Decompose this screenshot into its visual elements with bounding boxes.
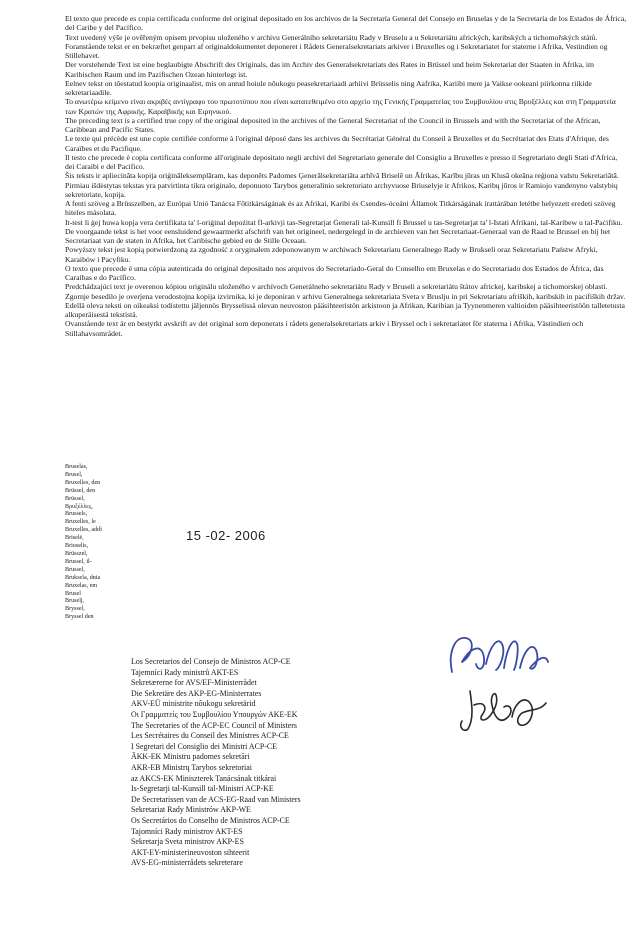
certification-paragraph: Eelnev tekst on tõestatud koopia originaalist, mis on antud hoiule nõukogu peasekretariaadi arhiivi Brüsselis ning Aafrika, Kariibi mere ja Vaikse ookeani piirkonna riikide sekretariaadile. — [65, 78, 592, 97]
certification-paragraph: De voorgaande tekst is het voor eensluidend gewaarmerkt afschrift van het origineel, nedergelegd in de archieven van het Secretariaat-Generaal van de Raad te Brussel en bij het Secretariaat van de staten in Afrika, het Caribische gebied en de Stille Oceaan. — [65, 226, 611, 245]
place-line: Brusel, — [65, 471, 83, 478]
certification-paragraph: Το ανωτέρω κείμενο είναι ακριβές αντίγραφο του πρωτοτύπου που είναι κατατεθειμένο στο αρχείο της Γενικής Γραμματείας του Συμβουλίου στις Βρυξέλλες και στη Γραμματεία των Κρατών της Αφρικής, Καραϊβικής και Ειρηνικού. — [65, 97, 616, 116]
certification-paragraph: Der vorstehende Text ist eine beglaubigte Abschrift des Originals, das im Archiv des Generalsekretariats des Rates in Brüssel und beim Sekretariat der Staaten in Afrika, im Karibischen Raum und im Pazifischen Ozean hinterlegt ist. — [65, 60, 594, 79]
place-line: Bryssel, — [65, 606, 85, 613]
secretary-line: Is-Segretarji tal-Kunsill tal-Ministri ACP-KE — [131, 784, 274, 794]
place-line: Brüssel, den — [65, 487, 96, 494]
place-line: Bruxelles, le — [65, 519, 96, 526]
secretary-line: AVS-EG-ministerrådets sekreterare — [131, 858, 243, 868]
secretary-line: Os Secretários do Conselho de Ministros ACP-CE — [131, 815, 290, 825]
certification-paragraph: Zgornje besedilo je overjena verodostojna kopija izvirnika, ki je deponiran v arhivu Generalnega sekretariata Sveta v Bruslju in pri Sekretariatu afriških, karibskih in pacifiških držav. — [65, 291, 626, 301]
place-line: Bruxelas, em — [65, 582, 98, 589]
certification-paragraph: Powyższy tekst jest kopią potwierdzoną za zgodność z oryginałem zdeponowanym w archiwach Sekretariatu Generalnego Rady w Brukseli oraz Sekretariatu Państw Afryki, Karaibów i Pacyfiku. — [65, 245, 598, 264]
secretary-line: Sekretariat Rady Ministrów AKP-WE — [131, 805, 251, 815]
signature-bottom-icon — [452, 683, 552, 735]
secretary-line: AKV-EÜ ministrite nõukogu sekretärid — [131, 699, 256, 709]
place-line: Bruselas, — [65, 464, 88, 470]
certification-paragraph: The preceding text is a certified true copy of the original deposited in the archives of the General Secretariat of the Council in Brussels and with the Secretariat of the African, Caribbean and Pacific States. — [65, 115, 601, 134]
secretary-line: Los Secretarios del Consejo de Ministros ACP-CE — [131, 657, 291, 666]
place-line: Briselē, — [65, 535, 84, 542]
secretary-line: AKR-EB Ministrų Tarybos sekretoriai — [131, 762, 252, 772]
certification-paragraph: Foranstående tekst er en bekræftet genpart af originaldokumentet deponeret i Rådets Generalsekretariats arkiver i Bruxelles og i Sekretariatet for staterne i Afrika, Vestindien og Stillehavet. — [65, 41, 608, 60]
place-line: Βρυξέλλες, — [65, 503, 93, 510]
secretary-line: ĀKK-EK Ministru padomes sekretāri — [131, 752, 250, 762]
place-line: Brüssel, — [65, 495, 85, 502]
secretaries-list — [131, 657, 391, 869]
certification-paragraph: O texto que precede é uma cópia autenticada do original depositado nos arquivos do Secretariado-Geral do Conselho em Bruxelas e do Secretariado dos Estados de África, das Caraíbas e do Pacífico. — [65, 263, 604, 282]
date-stamp: 15 -02- 2006 — [186, 528, 266, 543]
secretary-line: az AKCS-EK Miniszterek Tanácsának titkárai — [131, 773, 277, 783]
certification-text — [65, 14, 627, 338]
place-line: Bryssel den — [65, 614, 94, 621]
secretary-line: Sekretarja Sveta ministrov AKP-ES — [131, 837, 244, 847]
place-line: Bruxelles, addì — [65, 527, 102, 534]
place-line: Brüsszel, — [65, 550, 88, 557]
certification-paragraph: A fenti szöveg a Brüsszelben, az Európai Unió Tanácsa Főtitkárságának és az Afrikai, Karibi és Csendes-óceáni Államok Titkárságának irattárában letétbe helyezett eredeti szöveg hiteles másolata. — [65, 199, 616, 218]
secretary-line: Tajemníci Rady ministrů AKT-ES — [131, 667, 239, 677]
place-line: Brussel, il- — [65, 558, 92, 565]
secretary-line: The Secretaries of the ACP-EC Council of Ministers — [131, 720, 297, 730]
secretary-line: Les Secrétaires du Conseil des Ministres ACP-CE — [131, 731, 289, 741]
secretary-line: Sekretærerne for AVS/EF-Ministerrådet — [131, 678, 257, 688]
secretary-line: I Segretari del Consiglio dei Ministri ACP-CE — [131, 741, 277, 751]
certification-paragraph: Text uvedený výše je ověřeným opisem prvopisu uloženého v archivu Generálního sekretariátu Rady v Bruselu a u Sekretariátu afrických, karibských a tichomořských států. — [65, 32, 598, 42]
certification-paragraph: Ovanstående text är en bestyrkt avskrift av det original som deponerats i rådets generalsekretariats arkiv i Bryssel och i sekretariatet för staterna i Afrika, Västindien och Stillahavsområdet. — [65, 319, 584, 338]
secretary-line: Tajomníci Rady ministrov AKT-ES — [131, 826, 243, 836]
place-line: Bruselj, — [65, 598, 85, 605]
place-line: Brussel, — [65, 566, 85, 573]
certification-paragraph: Predchádzajúci text je overenou kópiou originálu uloženého v archívoch Generálneho sekretariátu Rady v Bruseli a sekretariátu štátov africkej, karibskej a tichomorskej oblasti. — [65, 282, 608, 292]
secretary-line: AKT-EY-ministerineuvoston sihteerit — [131, 847, 250, 857]
place-line: Brussels, — [65, 511, 88, 518]
secretary-line: Die Sekretäre des AKP-EG-Ministerrates — [131, 688, 262, 698]
certification-paragraph: Šis teksts ir apliecināta kopija oriģināleksemplāram, kas deponēts Padomes Ģenerālsekretariāta arhīvā Briselē un Āfrikas, Karību jūras un Klusā okeāna reģiona valstu Sekretariātā. — [65, 171, 619, 181]
signature-top-icon — [442, 628, 554, 683]
certification-paragraph: Pirmiau išdėstytas tekstas yra patvirtinta tikra originalo, deponuoto Tarybos generalinio sekretoriato archyvuose Briuselyje ir Afrikos, Karibų jūros ir Ramiojo vandenyno valstybių sekretoriate, kopija. — [65, 180, 618, 199]
secretary-line: Οι Γραμματείς του Συμβουλίου Υπουργών ΑΚΕ-ΕΚ — [131, 709, 298, 719]
certification-paragraph: Le texte qui précède est une copie certifiée conforme à l'original déposé dans les archives du Secrétariat Général du Conseil à Bruxelles et du Secrétariat des Etats d'Afrique, des Caraïbes et du Pacifique. — [65, 134, 609, 153]
secretary-line: De Secretarissen van de ACS-EG-Raad van Ministers — [131, 794, 301, 804]
certification-paragraph: Il testo che precede è copia certificata conforme all'originale depositato negli archivi del Segretariato generale del Consiglio a Bruxelles e presso il Segretariato degli Stati d'Africa, dei Caraibi e del Pacifico. — [65, 152, 618, 171]
place-line: Brusel — [65, 590, 81, 597]
place-line: Bruxelles, den — [65, 479, 101, 486]
certification-paragraph: It-test li ġej huwa kopja vera ċertifikata ta' l-oriġinal depożitat fl-arkivji tas-Segretarjat Ġenerali tal-Kunsill fi Brussel u tas-Segretarjat ta' l-Istati Afrikani, tal-Karibew u tal-Paċifiku. — [65, 217, 623, 227]
place-line: Bruksela, dnia — [65, 574, 101, 581]
certification-paragraph: Edellä oleva teksti on oikeaksi todistettu jäljennös Brysselissä olevan neuvoston pääsihteeristön arkistoon ja Afrikan, Karibian ja Tyynenmeren valtioiden pääsihteeristöön talletetusta alkuperäisestä tekstistä. — [65, 300, 625, 319]
place-list — [65, 464, 135, 622]
certification-paragraph: El texto que precede es copia certificada conforme del original depositado en los archivos de la Secretaría General del Consejo en Bruselas y de la Secretaría de los Estados de África, del Caribe y del Pacífico. — [65, 14, 627, 33]
place-line: Briuselis, — [65, 543, 89, 550]
